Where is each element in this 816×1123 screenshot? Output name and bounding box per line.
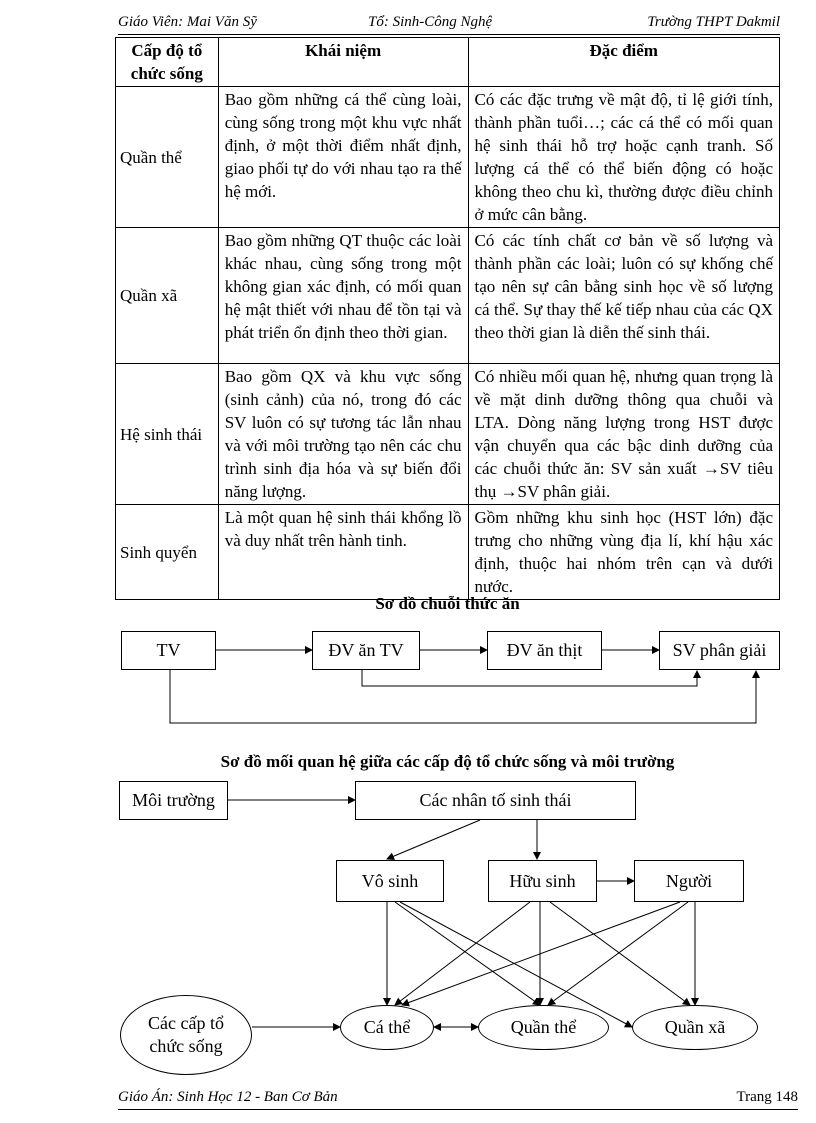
arrow-biotic-individual xyxy=(395,902,530,1005)
node-population: Quần thể xyxy=(478,1005,609,1050)
node-individual: Cá thể xyxy=(340,1005,434,1050)
lesson-title: Giáo Án: Sinh Học 12 - Ban Cơ Bản xyxy=(118,1089,338,1105)
arrow-tv-to-decomposer xyxy=(170,670,756,723)
concept-cell: Bao gồm QX và khu vực sống (sinh cảnh) của nó, trong đó các SV luôn có sự tương tác lẫn nhau và với môi trường tạo nên các chu trình sinh địa hóa và sự biến đổi năng lượng. xyxy=(218,364,468,505)
features-cell: Có các đặc trưng về mật độ, tỉ lệ giới tính, thành phần tuổi…; các cá thể có mối quan hệ sinh thái hỗ trợ hoặc cạnh tranh. Số lượng cá thể có thể biến động có hoặc không theo chu kì, thường được điều chỉnh ở mức cân bằng. xyxy=(468,87,779,228)
page-footer xyxy=(118,1087,798,1110)
concept-cell: Là một quan hệ sinh thái khổng lồ và duy nhất trên hành tinh. xyxy=(218,505,468,600)
arrow-abiotic-population xyxy=(395,902,540,1005)
node-organization-levels xyxy=(120,995,252,1075)
header-features: Đặc điểm xyxy=(468,38,779,87)
features-cell: Có các tính chất cơ bản về số lượng và thành phần các loài; luôn có sự khống chế tạo nên sự cân bằng sinh học về số lượng cá thể. Sự thay thế kế tiếp nhau của các QX theo thời gian là diễn thế sinh thái. xyxy=(468,228,779,364)
arrow-human-population xyxy=(548,902,688,1005)
node-herbivores: ĐV ăn TV xyxy=(312,631,420,670)
node-ecological-factors: Các nhân tố sinh thái xyxy=(355,781,636,820)
features-cell: Gồm những khu sinh học (HST lớn) đặc trưng cho những vùng địa lí, khí hậu xác định, thuộc hai nhóm trên cạn và dưới nước. xyxy=(468,505,779,600)
relation-arrows xyxy=(228,800,695,1027)
relation-diagram-title: Sơ đồ mối quan hệ giữa các cấp độ tổ chức sống và môi trường xyxy=(220,752,675,771)
level-cell: Sinh quyển xyxy=(116,505,219,600)
node-decomposers: SV phân giải xyxy=(659,631,780,670)
header-concept: Khái niệm xyxy=(218,38,468,87)
food-chain-title: Sơ đồ chuỗi thức ăn xyxy=(375,594,520,613)
teacher-name: Giáo Viên: Mai Văn Sỹ xyxy=(118,14,257,30)
school-name: Trường THPT Dakmil xyxy=(647,14,780,30)
concept-cell: Bao gồm những QT thuộc các loài khác nhau, cùng sống trong một không gian xác định, có mối quan hệ mật thiết với nhau để tồn tại và phát triển ổn định theo thời gian. xyxy=(218,228,468,364)
node-environment: Môi trường xyxy=(119,781,228,820)
organization-levels-label: Các cấp tổ chức sống xyxy=(148,1013,224,1056)
header-level: Cấp độ tổ chức sống xyxy=(116,38,219,87)
concept-cell: Bao gồm những cá thể cùng loài, cùng sống trong một khu vực nhất định, ở một thời điểm nhất định, giao phối tự do với nhau tạo ra thế hệ mới. xyxy=(218,87,468,228)
level-cell: Hệ sinh thái xyxy=(116,364,219,505)
node-plants: TV xyxy=(121,631,216,670)
node-biotic: Hữu sinh xyxy=(488,860,597,902)
features-cell: Có nhiều mối quan hệ, nhưng quan trọng là về mặt dinh dưỡng thông qua chuỗi và LTA. Dòng năng lượng trong HST được vận chuyển qua các bậc dinh dưỡng của các chuỗi thức ăn: SV sản xuất →SV tiêu thụ →SV phân giải. xyxy=(468,364,779,505)
arrow-factors-to-abiotic xyxy=(387,820,480,859)
arrow-human-individual xyxy=(402,902,680,1005)
department-name: Tổ: Sinh-Công Nghệ xyxy=(368,14,493,30)
node-abiotic: Vô sinh xyxy=(336,860,444,902)
node-carnivores: ĐV ăn thịt xyxy=(487,631,602,670)
arrow-biotic-community xyxy=(550,902,690,1005)
level-cell: Quần thể xyxy=(116,87,219,228)
arrow-herbivore-to-decomposer xyxy=(362,670,697,686)
node-community: Quần xã xyxy=(632,1005,758,1050)
node-human: Người xyxy=(634,860,744,902)
page-number: Trang 148 xyxy=(736,1089,798,1105)
level-cell: Quần xã xyxy=(116,228,219,364)
